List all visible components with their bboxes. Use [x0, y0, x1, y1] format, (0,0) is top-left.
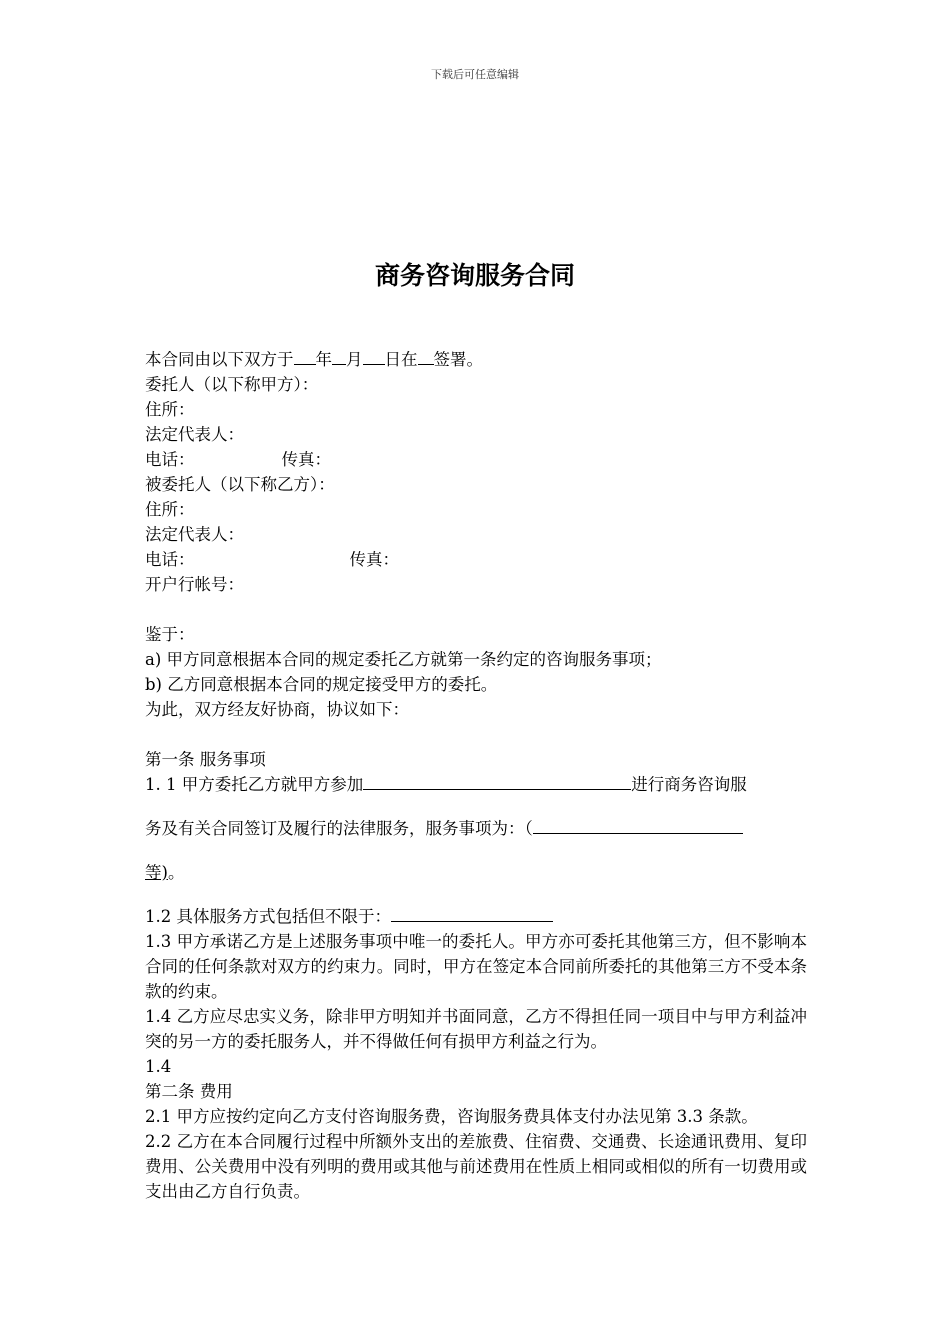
clause-1-1-line3 [145, 860, 807, 885]
party-b-legal-rep: 法定代表人： [145, 525, 244, 544]
party-a-contact [145, 447, 807, 472]
clause-1-1-line1 [145, 772, 807, 797]
whereas-heading: 鉴于： [145, 625, 195, 644]
header-note: 下载后可任意编辑 [431, 68, 519, 81]
clause-1-1-prefix: 1. 1 甲方委托乙方就甲方参加 [145, 775, 364, 794]
party-b-address: 住所： [145, 500, 195, 519]
spacer [145, 722, 807, 747]
service-methods-blank [391, 904, 553, 922]
clause-1-3: 1.3 甲方承诺乙方是上述服务事项中唯一的委托人。甲方亦可委托其他第三方，但不影响本合同的任何条款对双方的约束力。同时，甲方在签定本合同前所委托的其他第三方不受本条款的约束。 [145, 932, 807, 1001]
article-1-heading: 第一条 服务事项 [145, 750, 266, 769]
party-a-address: 住所： [145, 400, 195, 419]
clause-1-1-line2 [145, 816, 807, 841]
whereas-a: a) 甲方同意根据本合同的规定委托乙方就第一条约定的咨询服务事项； [145, 650, 662, 669]
clause-1-1-line3-end: 。 [167, 863, 185, 882]
year-blank [294, 347, 316, 365]
party-b-heading: 被委托人（以下称乙方）： [145, 475, 335, 494]
clause-2-1: 2.1 甲方应按约定向乙方支付咨询服务费，咨询服务费具体支付办法见第 3.3 条款。 [145, 1107, 758, 1126]
intro-year: 年 [315, 350, 332, 369]
intro-day: 日在 [384, 350, 418, 369]
party-a-phone: 电话： [145, 450, 195, 469]
spacer [145, 597, 807, 622]
party-a-fax: 传真： [281, 450, 331, 469]
intro-prefix: 本合同由以下双方于 [145, 350, 294, 369]
intro-month: 月 [346, 350, 363, 369]
clause-1-1-suffix: 进行商务咨询服 [631, 775, 747, 794]
service-items-blank [533, 816, 743, 834]
day-blank [363, 347, 385, 365]
whereas-b: b) 乙方同意根据本合同的规定接受甲方的委托。 [145, 675, 498, 694]
month-blank [332, 347, 346, 365]
event-blank [363, 772, 631, 790]
party-a-heading: 委托人（以下称甲方）： [145, 375, 319, 394]
party-a-legal-rep: 法定代表人： [145, 425, 244, 444]
clause-1-1-line3-underlined: 等) [145, 863, 168, 882]
party-b-fax: 传真： [349, 550, 399, 569]
party-b-phone: 电话： [145, 550, 195, 569]
intro-line [145, 347, 807, 372]
article-2-heading: 第二条 费用 [145, 1082, 233, 1101]
document-title: 商务咨询服务合同 [374, 261, 575, 290]
clause-1-2 [145, 904, 807, 929]
clause-1-4b: 1.4 [145, 1057, 172, 1076]
clause-1-4: 1.4 乙方应尽忠实义务，除非甲方明知并书面同意，乙方不得担任同一项目中与甲方利益冲突的另一方的委托服务人，并不得做任何有损甲方利益之行为。 [145, 1007, 807, 1051]
place-blank [418, 347, 434, 365]
intro-end: 签署。 [433, 350, 483, 369]
clause-1-1-line2-text: 务及有关合同签订及履行的法律服务，服务事项为：（ [145, 819, 533, 838]
contract-body [145, 347, 807, 1204]
party-b-contact [145, 547, 807, 572]
clause-2-2: 2.2 乙方在本合同履行过程中所额外支出的差旅费、住宿费、交通费、长途通讯费用、复印费用、公关费用中没有列明的费用或其他与前述费用在性质上相同或相似的所有一切费用或支出由乙方自行负责。 [145, 1132, 807, 1201]
clause-1-2-text: 1.2 具体服务方式包括但不限于： [145, 907, 391, 926]
whereas-conclusion: 为此，双方经友好协商，协议如下： [145, 700, 409, 719]
party-b-bank-account: 开户行帐号： [145, 575, 244, 594]
